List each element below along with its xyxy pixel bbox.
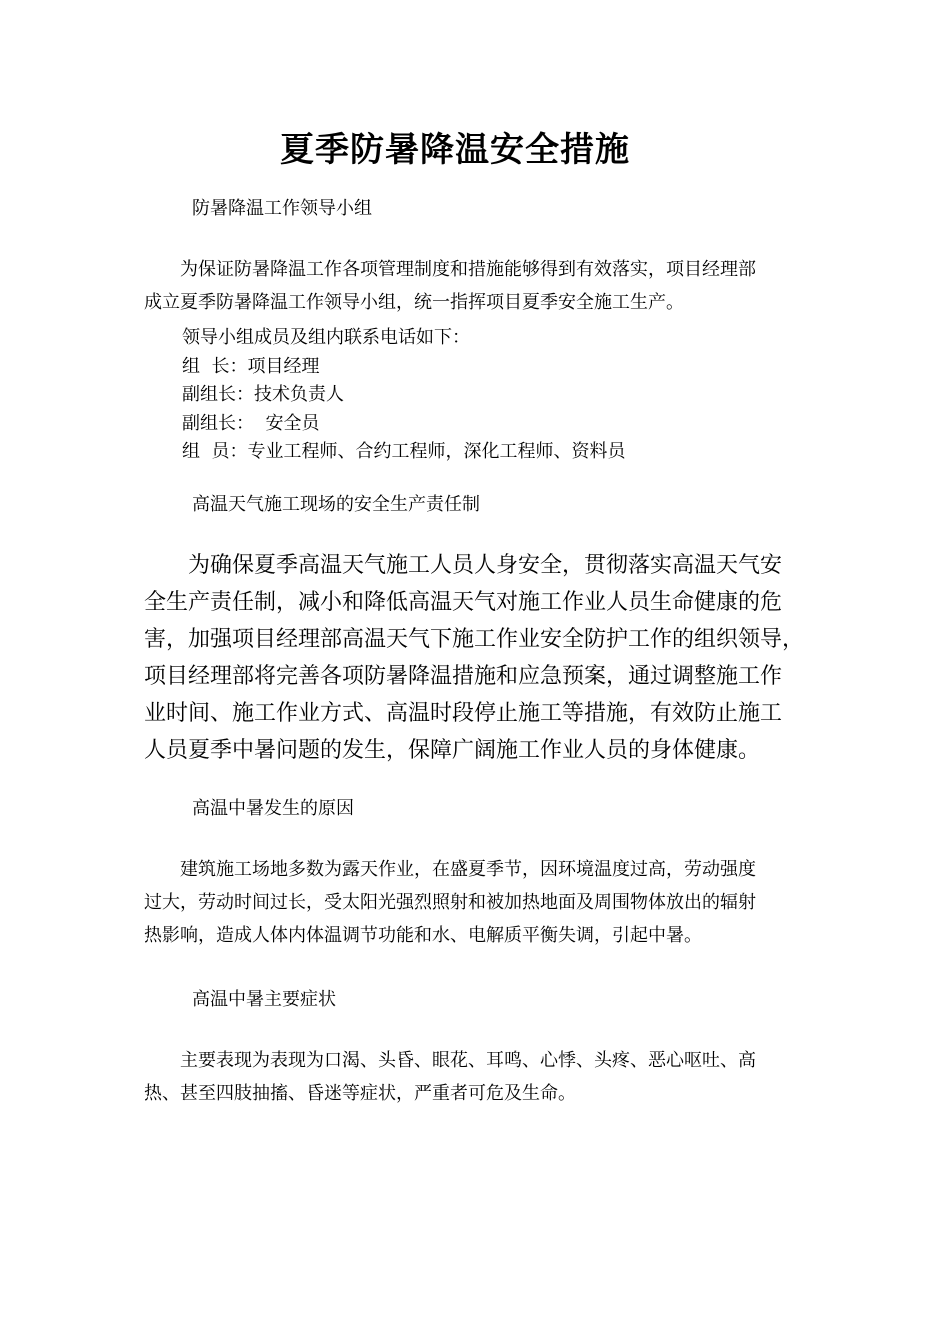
member-deputy-safety: 副组长： 安全员 <box>182 412 320 434</box>
member-list <box>182 324 625 467</box>
paragraph-line: 全生产责任制，减小和降低高温天气对施工作业人员生命健康的危 <box>144 590 783 615</box>
section-heading-responsibility: 高温天气施工现场的安全生产责任制 <box>192 494 480 515</box>
paragraph-line: 成立夏季防暑降温工作领导小组，统一指挥项目夏季安全施工生产。 <box>144 292 684 313</box>
paragraph-line: 主要表现为表现为口渴、头昏、眼花、耳鸣、心悸、头疼、恶心呕吐、高 <box>180 1050 756 1071</box>
section-heading-heatstroke-symptoms: 高温中暑主要症状 <box>192 989 336 1010</box>
paragraph-line: 害，加强项目经理部高温天气下施工作业安全防护工作的组织领导， <box>144 627 805 652</box>
paragraph-leadership-group <box>144 253 816 319</box>
section-heading-heatstroke-causes: 高温中暑发生的原因 <box>192 798 354 819</box>
paragraph-line: 热影响，造成人体内体温调节功能和水、电解质平衡失调，引起中暑。 <box>144 925 702 946</box>
paragraph-line: 热、甚至四肢抽搐、昏迷等症状，严重者可危及生命。 <box>144 1083 576 1104</box>
paragraph-line: 为确保夏季高温天气施工人员人身安全，贯彻落实高温天气安 <box>188 553 783 578</box>
member-leader: 组 长：项目经理 <box>182 355 320 377</box>
paragraph-line: 人员夏季中暑问题的发生，保障广阔施工作业人员的身体健康。 <box>144 738 761 763</box>
paragraph-line: 建筑施工场地多数为露天作业，在盛夏季节，因环境温度过高，劳动强度 <box>180 859 756 880</box>
member-deputy-technical: 副组长：技术负责人 <box>182 384 344 405</box>
member-list-intro: 领导小组成员及组内联系电话如下： <box>182 327 470 348</box>
section-heading-leadership-group: 防暑降温工作领导小组 <box>192 198 372 219</box>
paragraph-heatstroke-causes <box>144 853 816 952</box>
document-title: 夏季防暑降温安全措施 <box>280 130 630 170</box>
paragraph-line: 项目经理部将完善各项防暑降温措施和应急预案，通过调整施工作 <box>144 664 783 689</box>
paragraph-line: 为保证防暑降温工作各项管理制度和措施能够得到有效落实，项目经理部 <box>180 259 756 280</box>
paragraph-heatstroke-symptoms <box>144 1044 816 1110</box>
paragraph-line: 过大，劳动时间过长，受太阳光强烈照射和被加热地面及周围物体放出的辐射 <box>144 892 756 913</box>
paragraph-responsibility <box>144 547 816 769</box>
member-staff: 组 员：专业工程师、合约工程师，深化工程师、资料员 <box>182 441 626 462</box>
paragraph-line: 业时间、施工作业方式、高温时段停止施工等措施，有效防止施工 <box>144 701 783 726</box>
